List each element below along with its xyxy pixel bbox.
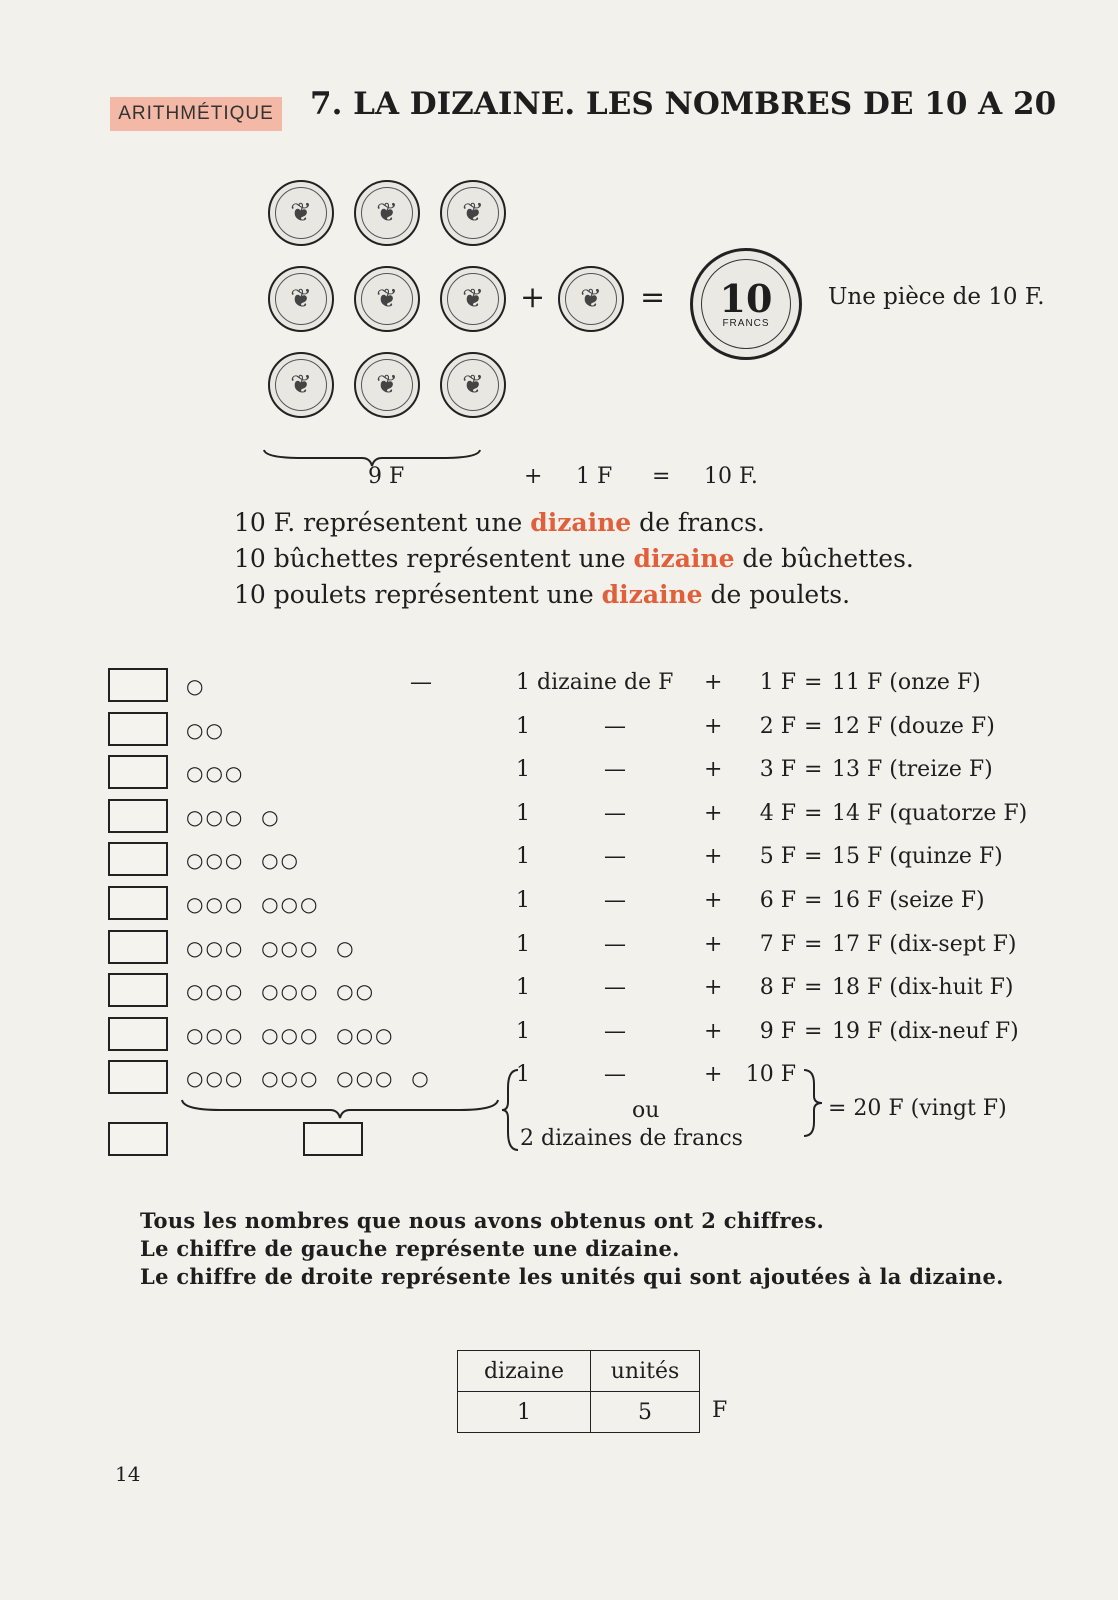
row-units: 2 F: [759, 713, 796, 739]
table-header-unites: unités: [591, 1351, 700, 1392]
ten-franc-coin-icon: [690, 248, 802, 360]
row-tens: 1: [516, 931, 530, 957]
ten-box: [108, 842, 168, 876]
equation-middle: 1 F: [576, 464, 613, 489]
coin-caption: Une pièce de 10 F.: [828, 284, 1045, 310]
unit-dots: ○○○ ○○○ ○○: [186, 979, 376, 1004]
row-tens: 1: [516, 1018, 530, 1044]
row-dash: —: [604, 1018, 626, 1044]
row-result: 16 F (seize F): [832, 888, 985, 913]
row-units: 3 F: [759, 757, 796, 783]
unit-dots: ○: [186, 674, 206, 698]
page-number: 14: [115, 1462, 141, 1486]
row-dash: —: [410, 670, 432, 695]
ten-box: [108, 1017, 168, 1051]
paragraph-line: Le chiffre de droite représente les unités qui sont ajoutées à la dizaine.: [140, 1264, 1004, 1289]
twenty-result: = 20 F (vingt F): [828, 1096, 1007, 1121]
row-result: 12 F (douze F): [832, 713, 995, 739]
right-brace: [800, 1068, 824, 1138]
row-units: 1 F: [759, 670, 796, 695]
coin-icon: ❦: [440, 352, 506, 418]
row-tens: 1: [516, 800, 530, 826]
coin-icon: ❦: [440, 266, 506, 332]
ten-box: [108, 930, 168, 964]
row-equals: =: [804, 757, 823, 783]
equation-left: 9 F: [368, 464, 405, 489]
ou-label: ou: [632, 1098, 660, 1123]
ten-box: [108, 1060, 168, 1094]
row-result: 14 F (quatorze F): [832, 800, 1028, 826]
row-plus: +: [704, 757, 723, 783]
row-equals: =: [804, 844, 823, 870]
equation-plus: +: [524, 464, 543, 489]
coin-icon: ❦: [354, 266, 420, 332]
row-tens: 1: [516, 713, 530, 739]
row-plus: +: [704, 975, 723, 1001]
row-units: 4 F: [759, 800, 796, 826]
row-equals: =: [804, 713, 823, 739]
row-equals: =: [804, 931, 823, 957]
row-units: 8 F: [759, 975, 796, 1001]
row-units: 6 F: [759, 888, 796, 913]
unit-dots: ○○○ ○○: [186, 848, 300, 873]
row-equals: =: [804, 975, 823, 1001]
row-dash: —: [604, 975, 626, 1001]
row-result: 17 F (dix-sept F): [832, 931, 1017, 957]
row-dash: —: [604, 844, 626, 870]
table-suffix: F: [712, 1398, 728, 1423]
place-value-table: [457, 1350, 700, 1433]
equals-sign: =: [640, 280, 666, 315]
ten-box: [108, 755, 168, 789]
row-plus: +: [704, 1018, 723, 1044]
row-result: 15 F (quinze F): [832, 844, 1003, 870]
ten-box: [108, 1122, 168, 1156]
coin-icon: ❦: [558, 266, 624, 332]
row-tens: 1: [516, 757, 530, 783]
section-tag: ARITHMÉTIQUE: [110, 97, 282, 131]
unit-dots: ○○: [186, 717, 225, 742]
row-units: 5 F: [759, 844, 796, 870]
row-units: 10 F: [745, 1062, 796, 1088]
equation-right: 10 F.: [704, 464, 758, 489]
row-dash: —: [604, 757, 626, 783]
row-result: 13 F (treize F): [832, 757, 993, 783]
row-plus: +: [704, 670, 723, 695]
table-value-unites: 5: [591, 1392, 700, 1433]
row-units: 7 F: [759, 931, 796, 957]
row-units: 9 F: [759, 1018, 796, 1044]
statement-poulets: 10 poulets représentent une dizaine de poulets.: [234, 580, 851, 609]
coin-icon: ❦: [268, 266, 334, 332]
table-value-dizaine: 1: [458, 1392, 591, 1433]
ten-box: [108, 886, 168, 920]
ten-box: [108, 973, 168, 1007]
row-plus: +: [704, 844, 723, 870]
row-result: 19 F (dix-neuf F): [832, 1018, 1019, 1044]
statement-buchettes: 10 bûchettes représentent une dizaine de bûchettes.: [234, 544, 914, 573]
row-tens: 1: [516, 975, 530, 1001]
coin-value: 10: [719, 275, 773, 321]
coin-icon: ❦: [440, 180, 506, 246]
ten-box: [108, 712, 168, 746]
row-result: 11 F (onze F): [832, 670, 981, 695]
coin-icon: ❦: [354, 352, 420, 418]
row-plus: +: [704, 1062, 723, 1088]
row-plus: +: [704, 888, 723, 913]
row-dash: —: [604, 888, 626, 913]
unit-dots: ○○○ ○○○ ○○○: [186, 1022, 395, 1047]
row-dash: —: [604, 931, 626, 957]
row-equals: =: [804, 1018, 823, 1044]
row-result: 18 F (dix-huit F): [832, 975, 1014, 1001]
coin-icon: ❦: [268, 352, 334, 418]
ten-box: [108, 799, 168, 833]
row-dash: —: [604, 1062, 626, 1088]
row-tens: 1: [516, 1062, 530, 1088]
row-dash: —: [604, 800, 626, 826]
coin-icon: ❦: [354, 180, 420, 246]
plus-sign: +: [520, 280, 546, 315]
unit-dots: ○○○ ○○○ ○: [186, 935, 356, 960]
row-tens: 1 dizaine de F: [516, 670, 674, 695]
two-tens-label: 2 dizaines de francs: [520, 1126, 743, 1151]
row-equals: =: [804, 888, 823, 913]
coin-unit: FRANCS: [722, 317, 770, 329]
unit-dots: ○○○: [186, 761, 245, 786]
row-dash: —: [604, 713, 626, 739]
equation-equals: =: [652, 464, 671, 489]
row-equals: =: [804, 800, 823, 826]
ten-box: [303, 1122, 363, 1156]
paragraph-line: Le chiffre de gauche représente une dizaine.: [140, 1236, 680, 1261]
statement-francs: 10 F. représentent une dizaine de francs.: [234, 508, 765, 537]
row-tens: 1: [516, 844, 530, 870]
row-plus: +: [704, 713, 723, 739]
unit-dots: ○○○ ○○○: [186, 892, 320, 916]
paragraph-line: Tous les nombres que nous avons obtenus ont 2 chiffres.: [140, 1208, 825, 1233]
coin-icon: ❦: [268, 180, 334, 246]
row-brace: [180, 1098, 500, 1120]
unit-dots: ○○○ ○: [186, 804, 281, 829]
row-equals: =: [804, 670, 823, 695]
unit-dots: ○○○ ○○○ ○○○ ○: [186, 1066, 431, 1091]
page-title: 7. LA DIZAINE. LES NOMBRES DE 10 A 20: [310, 86, 1057, 122]
table-header-dizaine: dizaine: [458, 1351, 591, 1392]
ten-box: [108, 668, 168, 702]
row-plus: +: [704, 800, 723, 826]
row-tens: 1: [516, 888, 530, 913]
row-plus: +: [704, 931, 723, 957]
